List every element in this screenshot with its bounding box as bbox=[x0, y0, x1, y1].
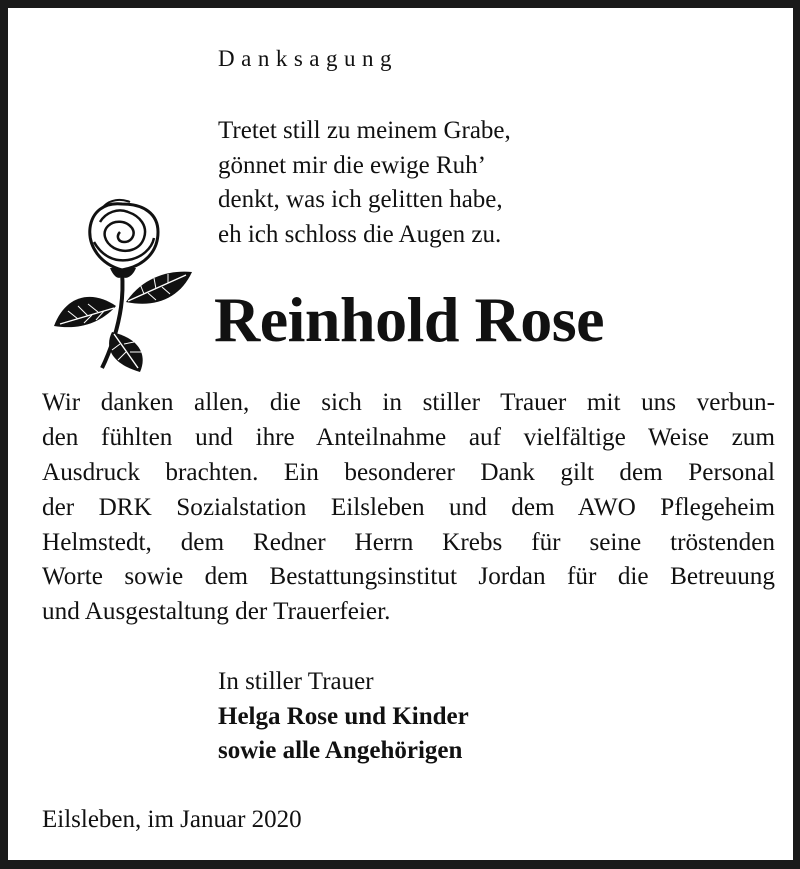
thanks-line: der DRK Sozialstation Eilsleben und dem AWO Pflegeheim bbox=[42, 493, 775, 521]
signature bbox=[218, 665, 469, 769]
place-date: Eilsleben, im Januar 2020 bbox=[42, 806, 302, 833]
thanks-line: Helmstedt, dem Redner Herrn Krebs für seine tröstenden bbox=[42, 528, 775, 556]
thanks-line: den fühlten und ihre Anteilnahme auf vielfältige Weise zum bbox=[42, 423, 775, 451]
poem-line: Tretet still zu meinem Grabe, bbox=[218, 117, 511, 144]
poem-line: gönnet mir die ewige Ruh’ bbox=[218, 151, 486, 179]
signature-family: Helga Rose und Kinder bbox=[218, 702, 469, 730]
signature-intro: In stiller Trauer bbox=[218, 668, 374, 695]
thanks-line: und Ausgestaltung der Trauerfeier. bbox=[42, 598, 391, 626]
notice-heading: Danksagung bbox=[218, 46, 398, 71]
deceased-name: Reinhold Rose bbox=[214, 284, 604, 355]
poem bbox=[218, 114, 511, 252]
signature-relatives: sowie alle Angehörigen bbox=[218, 737, 463, 764]
thanks-line: Wir danken allen, die sich in stiller Trauer mit uns verbun- bbox=[42, 389, 775, 416]
poem-line: denkt, was ich gelitten habe, bbox=[218, 186, 503, 213]
thanks-line: Worte sowie dem Bestattungsinstitut Jordan für die Betreuung bbox=[42, 563, 775, 591]
thanks-line: Ausdruck brachten. Ein besonderer Dank gilt dem Personal bbox=[42, 458, 775, 486]
poem-line: eh ich schloss die Augen zu. bbox=[218, 220, 502, 248]
rose-icon bbox=[48, 198, 198, 373]
thanks-text bbox=[42, 386, 775, 630]
